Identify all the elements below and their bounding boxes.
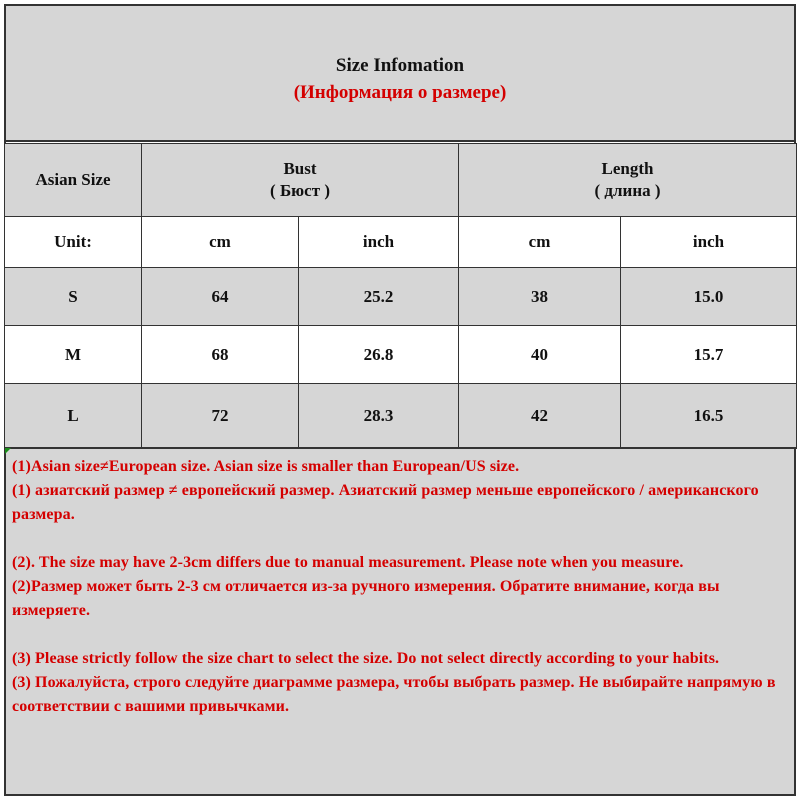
note-1-en: (1)Asian size≠European size. Asian size is smaller than European/US size. — [12, 458, 520, 475]
page-title: Size Infomation — [335, 55, 465, 76]
bust-inch-cell: 28.3 — [299, 384, 459, 449]
table-row — [5, 326, 797, 384]
size-cell: L — [5, 384, 142, 449]
note-3-ru: (3) Пожалуйста, строго следуйте диаграмме размера, чтобы выбрать размер. Не выбирайте напрямую в соответствии с вашими привычками. — [12, 674, 776, 715]
length-label: Length — [601, 159, 654, 178]
asian-size-header: Asian Size — [5, 144, 142, 217]
length-inch-cell: 15.7 — [621, 326, 797, 384]
table-header-row — [5, 144, 797, 217]
table-row — [5, 384, 797, 449]
length-label-ru: ( длина ) — [594, 181, 661, 200]
bust-inch-cell: 25.2 — [299, 268, 459, 326]
length-inch-cell: 16.5 — [621, 384, 797, 449]
length-inch-cell: 15.0 — [621, 268, 797, 326]
size-notes — [4, 447, 796, 796]
bust-cm-cell: 68 — [142, 326, 299, 384]
unit-label: Unit: — [5, 217, 142, 268]
bust-label-ru: ( Бюст ) — [270, 181, 330, 200]
size-info-header — [4, 4, 796, 142]
bust-header — [142, 144, 459, 217]
unit-bust-cm: cm — [142, 217, 299, 268]
bust-label: Bust — [283, 159, 317, 178]
page-subtitle-ru: (Информация о размере) — [293, 82, 507, 103]
bust-cm-cell: 72 — [142, 384, 299, 449]
size-cell: S — [5, 268, 142, 326]
size-cell: M — [5, 326, 142, 384]
note-2-en: (2). The size may have 2-3cm differs due to manual measurement. Please note when you measure. — [12, 554, 684, 571]
bust-inch-cell: 26.8 — [299, 326, 459, 384]
unit-row — [5, 217, 797, 268]
size-table — [4, 143, 797, 449]
length-cm-cell: 42 — [459, 384, 621, 449]
note-2-ru: (2)Размер может быть 2-3 см отличается из-за ручного измерения. Обратите внимание, когда вы измеряете. — [12, 578, 720, 619]
table-row — [5, 268, 797, 326]
cell-corner-marker — [5, 448, 11, 454]
unit-length-inch: inch — [621, 217, 797, 268]
bust-cm-cell: 64 — [142, 268, 299, 326]
unit-bust-inch: inch — [299, 217, 459, 268]
unit-length-cm: cm — [459, 217, 621, 268]
length-cm-cell: 38 — [459, 268, 621, 326]
length-header — [459, 144, 797, 217]
length-cm-cell: 40 — [459, 326, 621, 384]
note-3-en: (3) Please strictly follow the size chart to select the size. Do not select directly according to your habits. — [12, 650, 720, 667]
note-1-ru: (1) азиатский размер ≠ европейский размер. Азиатский размер меньше европейского / американского размера. — [12, 482, 759, 523]
